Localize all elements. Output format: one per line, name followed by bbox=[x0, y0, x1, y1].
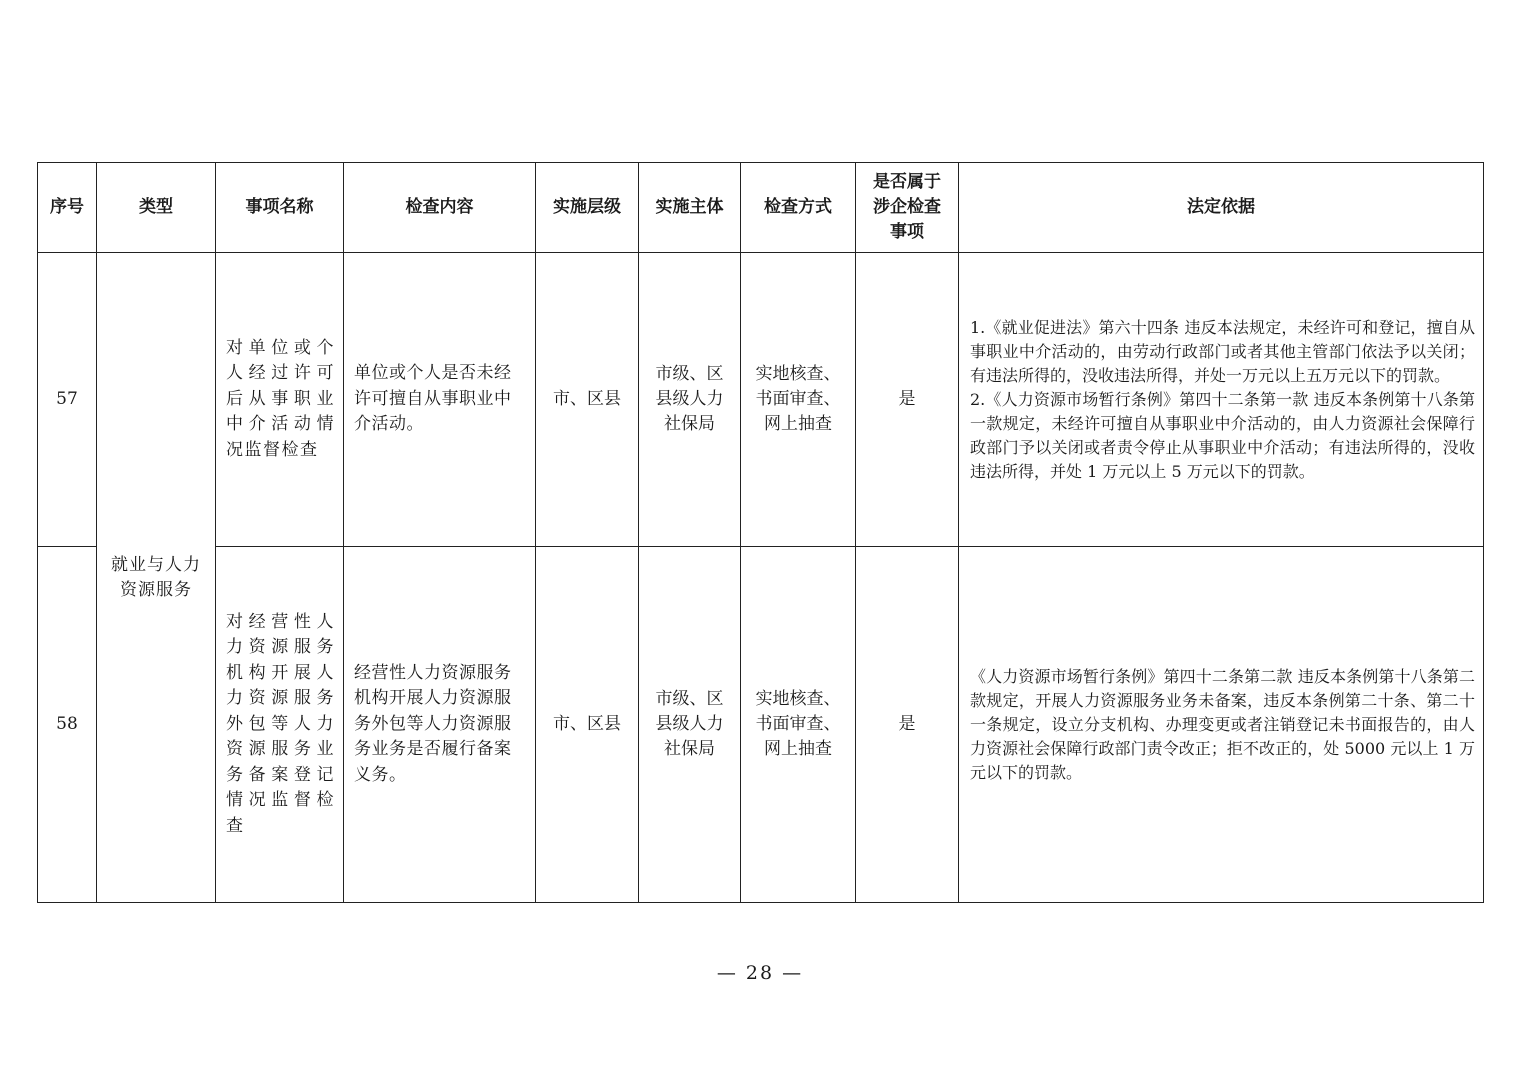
row-content: 单位或个人是否未经许可擅自从事职业中介活动。 bbox=[354, 363, 512, 435]
page-number: — 28 — bbox=[716, 962, 804, 984]
row-content-cell bbox=[344, 253, 536, 547]
row-basis bbox=[959, 665, 1483, 785]
row-subject: 市级、区县级人力社保局 bbox=[655, 364, 724, 434]
row-level bbox=[536, 253, 639, 547]
row-level bbox=[536, 547, 639, 903]
header-content: 检查内容 bbox=[344, 163, 536, 253]
row-method: 实地核查、书面审查、网上抽查 bbox=[755, 689, 841, 759]
header-name: 事项名称 bbox=[216, 163, 344, 253]
inspection-table bbox=[37, 162, 1484, 903]
row-enterprise: 是 bbox=[856, 547, 959, 903]
row-subject-cell bbox=[639, 253, 741, 547]
header-enterprise-label: 是否属于涉企检查事项 bbox=[873, 172, 941, 242]
row-subject-cell bbox=[639, 547, 741, 903]
row-type: 就业与人力资源服务 bbox=[111, 554, 201, 600]
header-level: 实施层级 bbox=[536, 163, 639, 253]
row-name: 对单位或个人经过许可后从事职业中介活动情况监督检查 bbox=[226, 337, 335, 460]
header-subject: 实施主体 bbox=[639, 163, 741, 253]
row-basis-cell bbox=[959, 547, 1484, 903]
table-row bbox=[38, 547, 1484, 903]
row-level-text: 市、区县 bbox=[553, 389, 621, 409]
row-seq: 58 bbox=[38, 547, 97, 903]
row-enterprise: 是 bbox=[856, 253, 959, 547]
row-subject: 市级、区县级人力社保局 bbox=[655, 689, 724, 759]
row-method: 实地核查、书面审查、网上抽查 bbox=[755, 364, 841, 434]
row-type-cell bbox=[97, 253, 216, 903]
row-basis-cell bbox=[959, 253, 1484, 547]
header-method: 检查方式 bbox=[741, 163, 856, 253]
basis-paragraph: 2.《人力资源市场暂行条例》第四十二条第一款 违反本条例第十八条第一款规定，未经许可擅自从事职业中介活动的，由人力资源社会保障行政部门予以关闭或者责令停止从事职业中介活动；有违法所得的，没收违法所得，并处 1 万元以上 5 万元以下的罚款。 bbox=[970, 389, 1475, 481]
row-name-cell bbox=[216, 253, 344, 547]
row-content: 经营性人力资源服务机构开展人力资源服务外包等人力资源服务业务是否履行备案义务。 bbox=[354, 662, 512, 785]
basis-paragraph: 1.《就业促进法》第六十四条 违反本法规定，未经许可和登记，擅自从事职业中介活动的，由劳动行政部门或者其他主管部门依法予以关闭；有违法所得的，没收违法所得，并处一万元以上五万元以下的罚款。 bbox=[970, 317, 1475, 385]
header-basis: 法定依据 bbox=[959, 163, 1484, 253]
row-name: 对经营性人力资源服务机构开展人力资源服务外包等人力资源服务业务备案登记情况监督检查 bbox=[226, 611, 335, 836]
header-seq: 序号 bbox=[38, 163, 97, 253]
row-name-cell bbox=[216, 547, 344, 903]
row-seq: 57 bbox=[38, 253, 97, 547]
header-row bbox=[38, 163, 1484, 253]
table-row bbox=[38, 253, 1484, 547]
basis-paragraph: 《人力资源市场暂行条例》第四十二条第二款 违反本条例第十八条第二款规定，开展人力资源服务业务未备案，违反本条例第二十条、第二十一条规定，设立分支机构、办理变更或者注销登记未书面报告的，由人力资源社会保障行政部门责令改正；拒不改正的，处 5000 元以上 1 万元以下的罚款。 bbox=[970, 666, 1475, 782]
row-level-text: 市、区县 bbox=[553, 714, 621, 734]
row-basis bbox=[959, 316, 1483, 484]
row-method-cell bbox=[741, 547, 856, 903]
header-enterprise bbox=[856, 163, 959, 253]
row-content-cell bbox=[344, 547, 536, 903]
header-type: 类型 bbox=[97, 163, 216, 253]
row-method-cell bbox=[741, 253, 856, 547]
